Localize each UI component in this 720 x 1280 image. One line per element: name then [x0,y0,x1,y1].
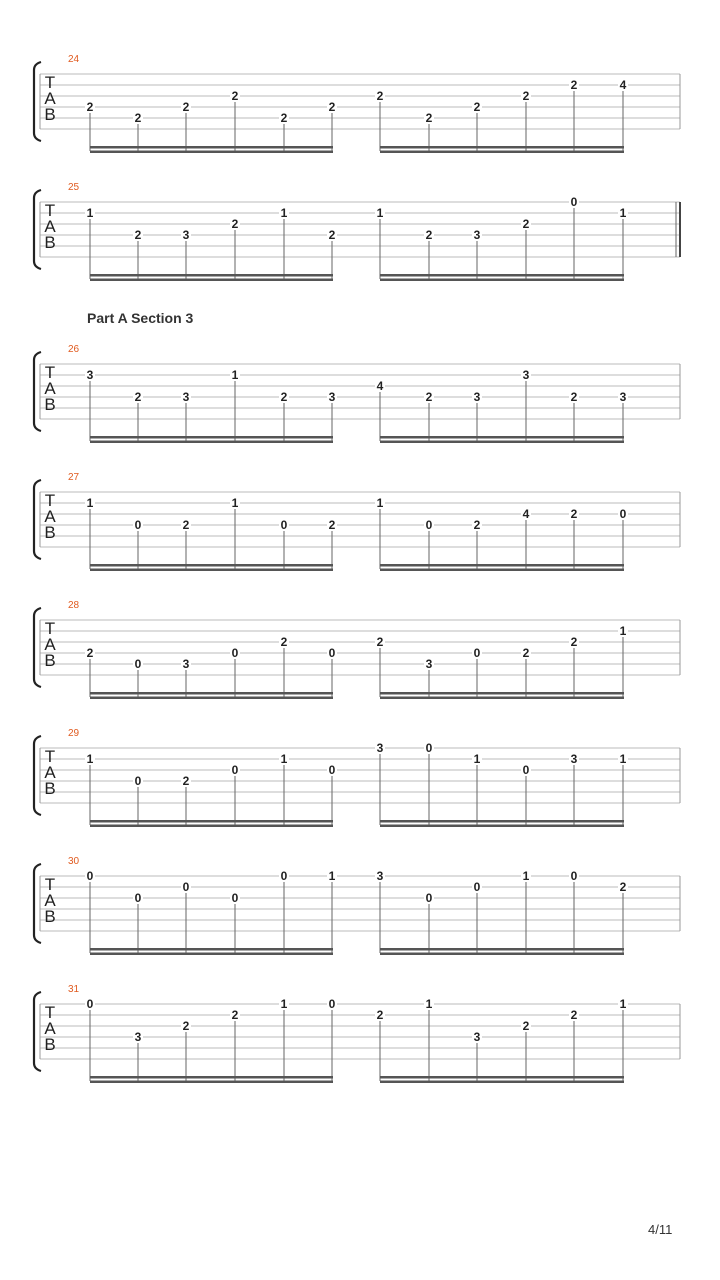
fret-number: 3 [376,869,384,883]
fret-number: 2 [328,100,336,114]
fret-number: 2 [328,228,336,242]
beam-secondary [90,697,333,700]
fret-number: 2 [280,635,288,649]
fret-number: 3 [473,228,481,242]
fret-number: 1 [328,869,336,883]
tab-clef-letter: B [44,523,56,542]
fret-number: 2 [328,518,336,532]
fret-number: 2 [425,111,433,125]
page-number: 4/11 [648,1222,673,1237]
tab-clef-letter: B [44,105,56,124]
fret-number: 0 [134,518,142,532]
fret-number: 2 [280,111,288,125]
tab-clef-letter: B [44,779,56,798]
fret-number: 2 [182,1019,190,1033]
fret-number: 2 [231,89,239,103]
fret-number: 0 [328,763,336,777]
fret-number: 3 [182,228,190,242]
beam-secondary [380,1081,624,1084]
fret-number: 0 [328,646,336,660]
measure-number: 30 [68,856,80,867]
beam-primary [380,146,624,149]
tab-clef-letter: T [44,875,56,894]
fret-number: 2 [570,78,578,92]
beam-primary [90,948,333,951]
beam-secondary [90,569,333,572]
tab-clef-letter: B [44,651,56,670]
beam-secondary [380,441,624,444]
fret-number: 2 [231,217,239,231]
fret-number: 1 [86,206,94,220]
fret-number: 0 [570,195,578,209]
fret-number: 0 [328,997,336,1011]
beam-primary [90,436,333,439]
fret-number: 2 [522,89,530,103]
fret-number: 3 [522,368,530,382]
beam-secondary [380,953,624,956]
tab-clef-letter: A [44,891,56,910]
beam-secondary [380,151,624,154]
beam-primary [90,820,333,823]
tab-clef-letter: T [44,491,56,510]
fret-number: 1 [231,496,239,510]
beam-primary [380,436,624,439]
beam-primary [380,692,624,695]
measure-number: 24 [68,54,80,65]
beam-primary [380,948,624,951]
beam-primary [90,1076,333,1079]
tab-clef-letter: T [44,201,56,220]
fret-number: 0 [280,869,288,883]
beam-primary [90,274,333,277]
fret-number: 1 [619,624,627,638]
tab-clef-letter: T [44,73,56,92]
fret-number: 0 [619,507,627,521]
beam-secondary [380,569,624,572]
fret-number: 0 [231,646,239,660]
fret-number: 2 [86,100,94,114]
fret-number: 0 [570,869,578,883]
fret-number: 0 [231,763,239,777]
beam-secondary [380,825,624,828]
fret-number: 1 [425,997,433,1011]
fret-number: 0 [134,774,142,788]
fret-number: 0 [425,518,433,532]
fret-number: 2 [570,390,578,404]
fret-number: 2 [619,880,627,894]
beam-primary [380,564,624,567]
fret-number: 4 [376,379,384,393]
fret-number: 4 [522,507,530,521]
fret-number: 2 [522,1019,530,1033]
fret-number: 3 [473,390,481,404]
fret-number: 2 [182,100,190,114]
fret-number: 2 [473,100,481,114]
beam-secondary [90,279,333,282]
fret-number: 0 [182,880,190,894]
fret-number: 2 [570,1008,578,1022]
section-label: Part A Section 3 [87,310,194,326]
fret-number: 0 [231,891,239,905]
tab-clef-letter: B [44,1035,56,1054]
tab-clef-letter: A [44,507,56,526]
fret-number: 0 [473,880,481,894]
fret-number: 2 [425,228,433,242]
fret-number: 3 [86,368,94,382]
fret-number: 0 [86,869,94,883]
fret-number: 1 [280,752,288,766]
tab-clef-letter: B [44,395,56,414]
fret-number: 2 [280,390,288,404]
fret-number: 2 [473,518,481,532]
fret-number: 2 [425,390,433,404]
fret-number: 3 [473,1030,481,1044]
fret-number: 0 [522,763,530,777]
tab-clef-letter: B [44,233,56,252]
fret-number: 2 [182,774,190,788]
fret-number: 0 [134,891,142,905]
beam-primary [90,564,333,567]
fret-number: 3 [182,390,190,404]
measure-number: 31 [68,984,80,995]
fret-number: 2 [570,507,578,521]
fret-number: 1 [280,997,288,1011]
fret-number: 3 [376,741,384,755]
beam-primary [380,274,624,277]
beam-secondary [90,953,333,956]
tab-clef-letter: A [44,217,56,236]
fret-number: 2 [86,646,94,660]
fret-number: 3 [425,657,433,671]
beam-secondary [380,697,624,700]
tab-clef-letter: T [44,747,56,766]
tab-clef-letter: A [44,763,56,782]
tab-clef-letter: T [44,363,56,382]
fret-number: 2 [522,217,530,231]
fret-number: 2 [376,1008,384,1022]
fret-number: 2 [376,89,384,103]
fret-number: 0 [425,741,433,755]
fret-number: 1 [86,752,94,766]
beam-secondary [90,441,333,444]
fret-number: 2 [376,635,384,649]
measure-number: 25 [68,182,80,193]
beam-secondary [90,151,333,154]
fret-number: 0 [425,891,433,905]
tab-clef-letter: A [44,1019,56,1038]
fret-number: 0 [473,646,481,660]
beam-primary [380,1076,624,1079]
tab-clef-letter: B [44,907,56,926]
fret-number: 2 [134,390,142,404]
fret-number: 2 [570,635,578,649]
fret-number: 1 [619,997,627,1011]
fret-number: 1 [619,752,627,766]
fret-number: 0 [280,518,288,532]
fret-number: 1 [376,206,384,220]
beam-secondary [90,1081,333,1084]
fret-number: 1 [473,752,481,766]
fret-number: 1 [86,496,94,510]
fret-number: 1 [522,869,530,883]
fret-number: 3 [182,657,190,671]
fret-number: 0 [134,657,142,671]
measure-number: 27 [68,472,80,483]
beam-primary [380,820,624,823]
beam-primary [90,146,333,149]
fret-number: 3 [619,390,627,404]
beam-secondary [380,279,624,282]
fret-number: 1 [376,496,384,510]
fret-number: 2 [182,518,190,532]
fret-number: 1 [619,206,627,220]
fret-number: 4 [619,78,627,92]
fret-number: 3 [134,1030,142,1044]
tab-clef-letter: A [44,89,56,108]
fret-number: 2 [522,646,530,660]
fret-number: 1 [231,368,239,382]
fret-number: 0 [86,997,94,1011]
beam-secondary [90,825,333,828]
fret-number: 2 [134,111,142,125]
measure-number: 26 [68,344,80,355]
beam-primary [90,692,333,695]
fret-number: 2 [134,228,142,242]
tab-clef-letter: A [44,379,56,398]
tab-clef-letter: A [44,635,56,654]
fret-number: 2 [231,1008,239,1022]
fret-number: 1 [280,206,288,220]
measure-number: 28 [68,600,80,611]
fret-number: 3 [328,390,336,404]
measure-number: 29 [68,728,80,739]
tab-clef-letter: T [44,1003,56,1022]
tab-clef-letter: T [44,619,56,638]
fret-number: 3 [570,752,578,766]
